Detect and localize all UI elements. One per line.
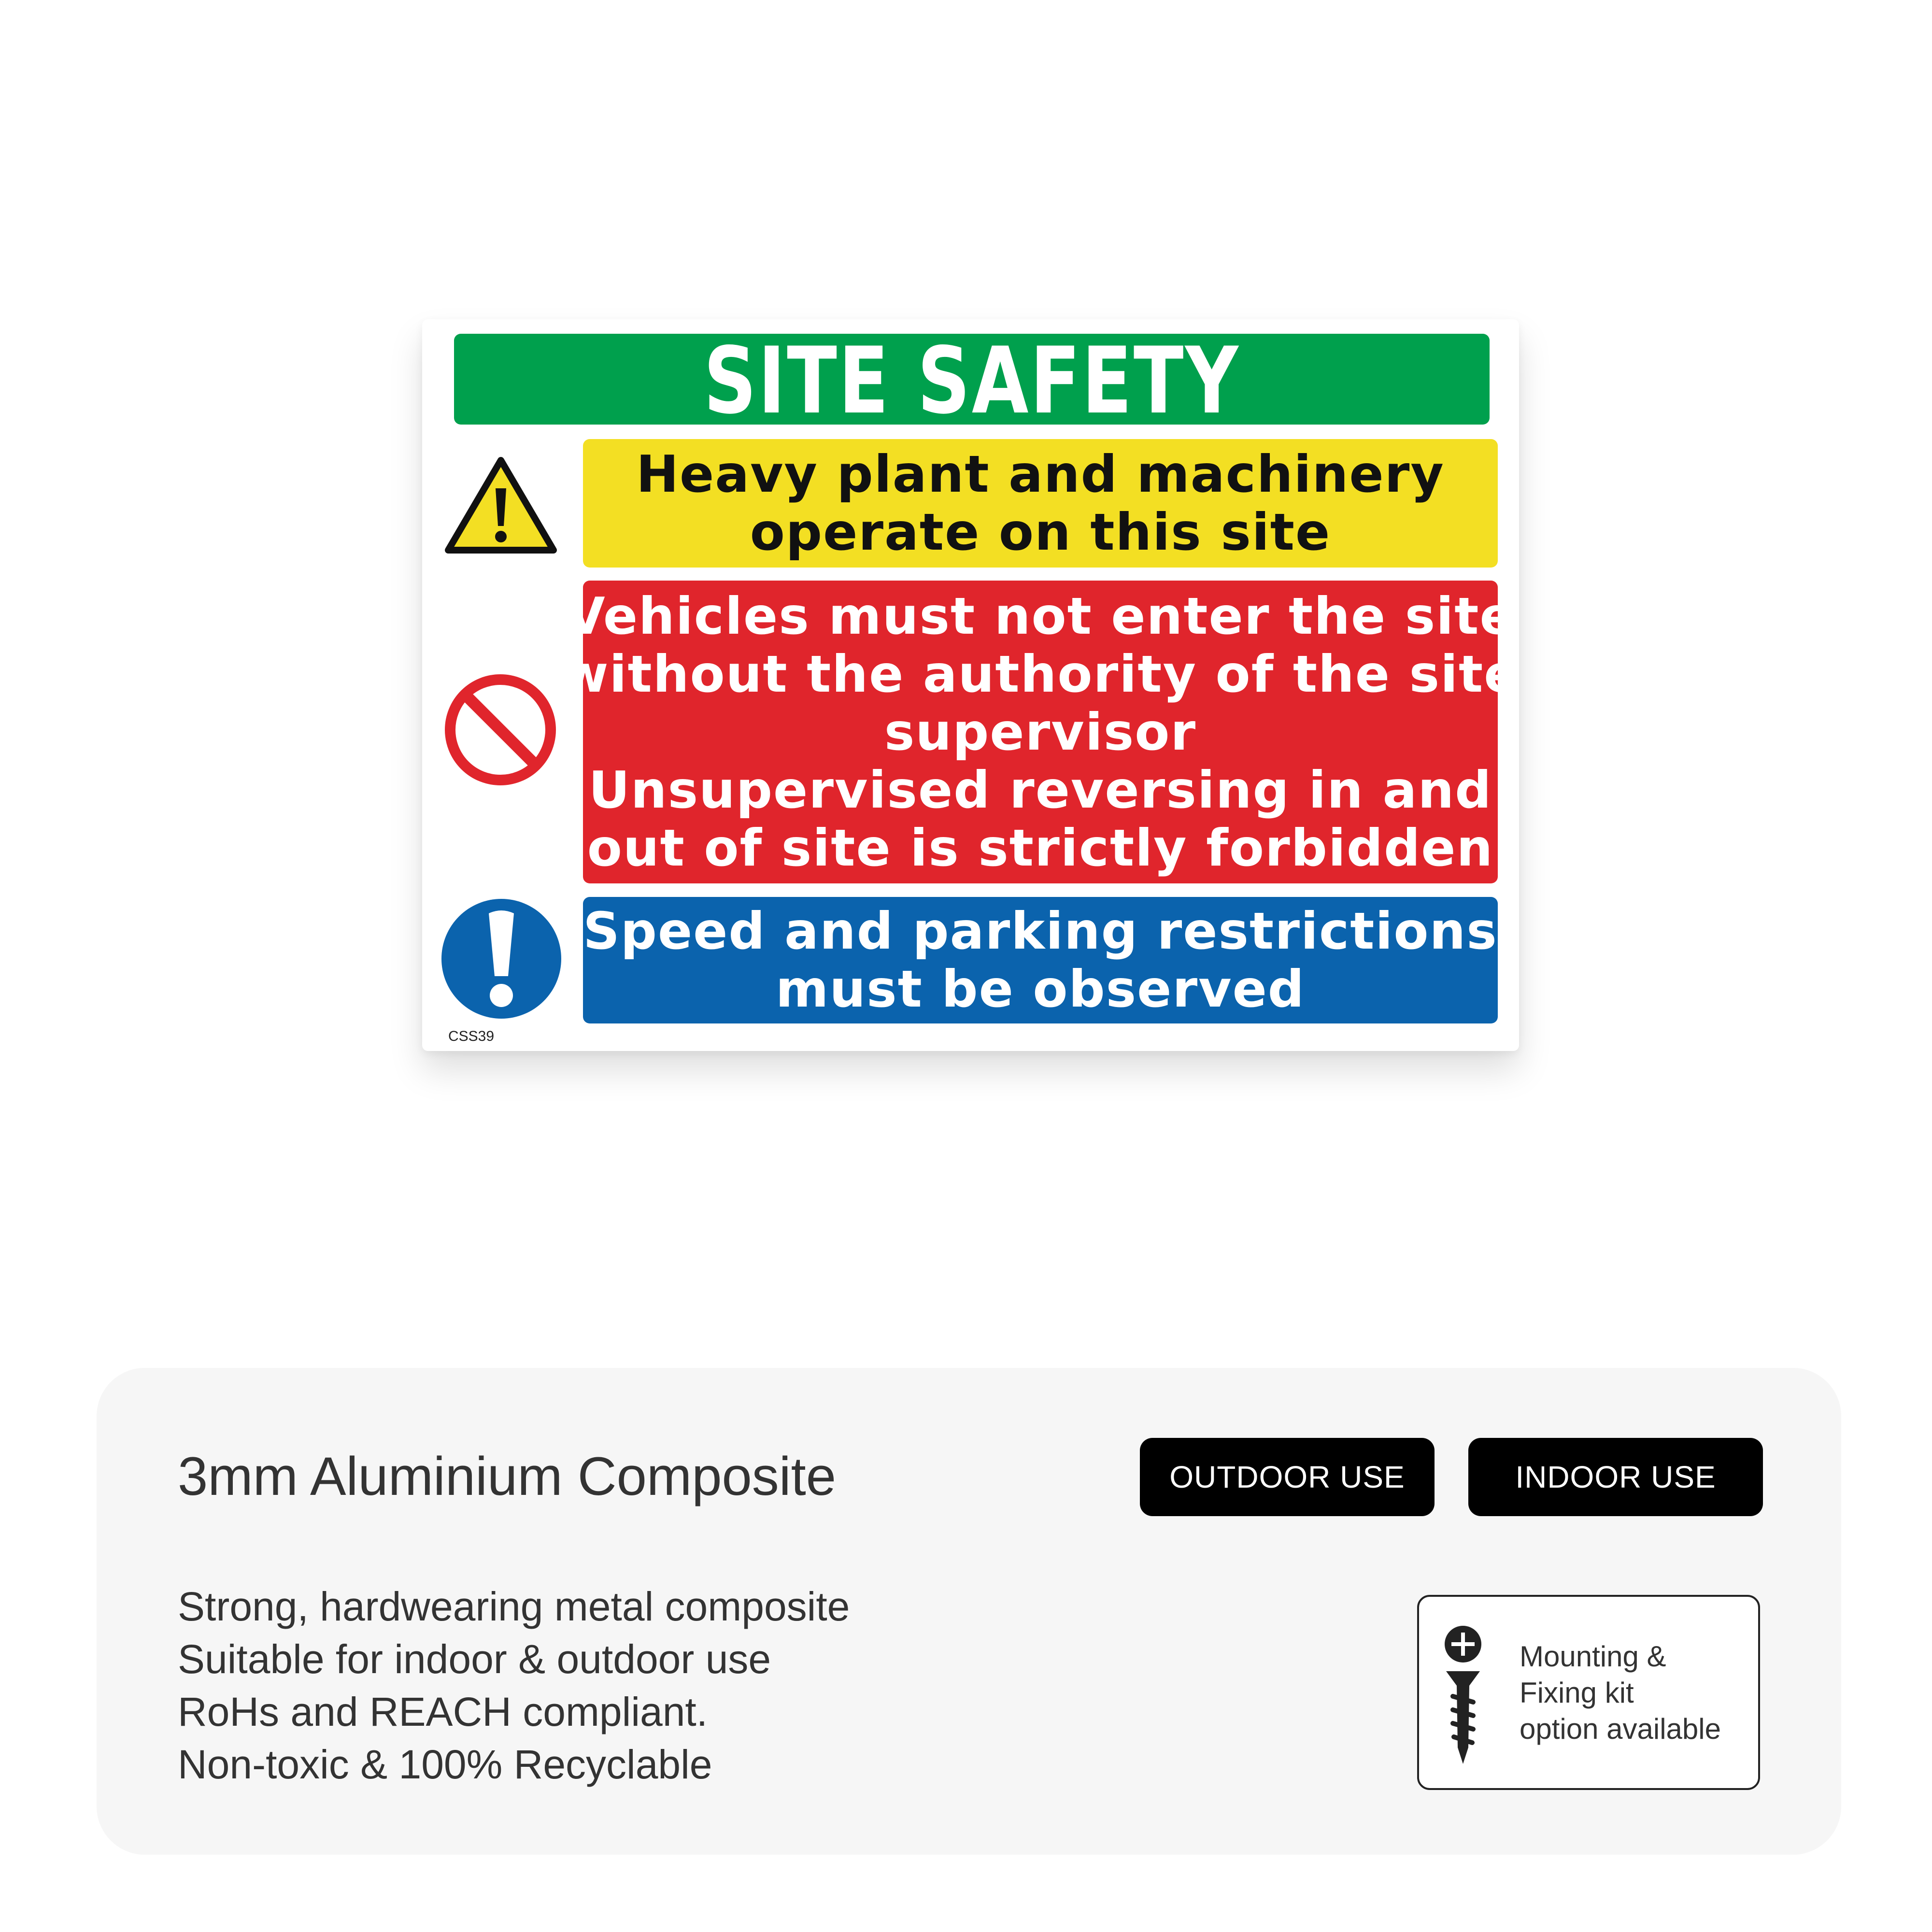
- indoor-use-badge: INDOOR USE: [1468, 1438, 1763, 1516]
- outdoor-use-badge: OUTDOOR USE: [1140, 1438, 1435, 1516]
- material-title: 3mm Aluminium Composite: [178, 1446, 837, 1506]
- prohibition-line: Unsupervised reversing in and: [588, 760, 1492, 820]
- fixing-kit-box: [1417, 1595, 1760, 1790]
- prohibition-icon: [442, 672, 558, 788]
- kit-text-line: Mounting &: [1520, 1640, 1666, 1673]
- kit-text-line: option available: [1520, 1713, 1721, 1745]
- mandatory-band: [583, 897, 1498, 1023]
- feature-item: Strong, hardwearing metal composite: [178, 1584, 850, 1629]
- prohibition-line: without the authority of the site: [561, 644, 1520, 704]
- sign-code: CSS39: [448, 1028, 495, 1044]
- feature-item: Non-toxic & 100% Recyclable: [178, 1742, 712, 1787]
- mandatory-line: must be observed: [776, 960, 1305, 1019]
- feature-item: Suitable for indoor & outdoor use: [178, 1636, 771, 1682]
- prohibition-line: Vehicles must not enter the site: [566, 586, 1515, 646]
- warning-line: Heavy plant and machinery: [636, 445, 1445, 504]
- warning-band: [583, 439, 1498, 568]
- sign-title: SITE SAFETY: [703, 327, 1240, 434]
- feature-item: RoHs and REACH compliant.: [178, 1689, 708, 1734]
- prohibition-line: supervisor: [884, 702, 1197, 762]
- screw-icon: [1441, 1624, 1485, 1769]
- warning-triangle-icon: [443, 455, 558, 556]
- sign-title-band: [454, 327, 1490, 434]
- kit-text-line: Fixing kit: [1520, 1676, 1634, 1709]
- mandatory-exclamation-icon: [441, 899, 561, 1019]
- prohibition-line: out of site is strictly forbidden: [587, 818, 1494, 878]
- prohibition-band: [561, 581, 1520, 883]
- safety-sign: [422, 319, 1519, 1051]
- product-info-panel: [97, 1368, 1841, 1855]
- mandatory-line: Speed and parking restrictions: [583, 902, 1498, 961]
- warning-line: operate on this site: [750, 503, 1331, 562]
- feature-list: [178, 1580, 850, 1791]
